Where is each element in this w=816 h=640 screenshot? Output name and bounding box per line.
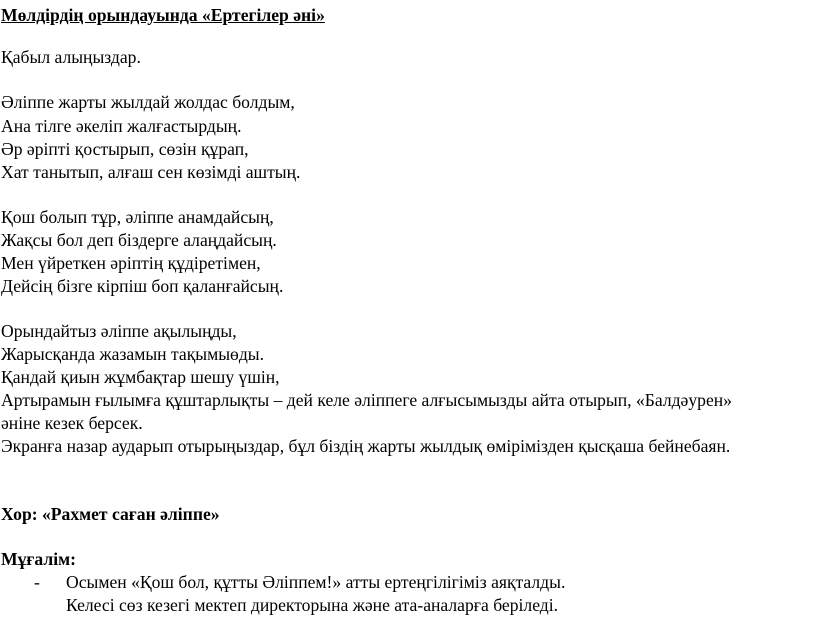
- bullet-dash: -: [34, 572, 40, 592]
- paragraph-line-1: Артырамын ғылымға құштарлықты – дей келе әліппеге алғысымызды айта отырып, «Балдәурен»: [1, 390, 732, 410]
- stanza3-line-1: Орындайтыз әліппе ақылыңды,: [1, 321, 237, 341]
- page-title: Мөлдірдің орындауында «Ертегілер әні»: [1, 5, 325, 25]
- stanza1-line-1: Әліппе жарты жылдай жолдас болдым,: [1, 92, 295, 112]
- stanza1-line-4: Хат танытып, алғаш сен көзімді аштың.: [1, 162, 301, 182]
- paragraph-line-3: Экранға назар аударып отырыңыздар, бұл біздің жарты жылдық өмірімізден қысқаша бейнебаян.: [1, 436, 731, 456]
- chorus-heading: Хор: «Рахмет саған әліппе»: [1, 504, 220, 524]
- stanza2-line-2: Жақсы бол деп біздерге алаңдайсың.: [1, 230, 277, 250]
- paragraph-line-2: әніне кезек берсек.: [1, 413, 143, 433]
- stanza1-line-2: Ана тілге әкеліп жалғастырдың.: [1, 116, 242, 136]
- stanza3-line-2: Жарысқанда жазамын тақымыөды.: [1, 344, 264, 364]
- stanza2-line-1: Қош болып тұр, әліппе анамдайсың,: [1, 207, 274, 227]
- teacher-label: Мұғалім:: [1, 549, 76, 569]
- stanza3-line-3: Қандай қиын жұмбақтар шешу үшін,: [1, 367, 280, 387]
- stanza1-line-3: Әр әріпті қостырып, сөзін құрап,: [1, 139, 249, 159]
- greeting-line: Қабыл алыңыздар.: [1, 47, 141, 67]
- stanza2-line-3: Мен үйреткен әріптің құдіретімен,: [1, 253, 261, 273]
- teacher-line-1: Осымен «Қош бол, құтты Әліппем!» атты ертеңгілігіміз аяқталды.: [66, 572, 566, 592]
- teacher-line-2: Келесі сөз кезегі мектеп директорына және ата-аналарға беріледі.: [66, 595, 559, 615]
- stanza2-line-4: Дейсің бізге кірпіш боп қаланғайсың.: [1, 276, 284, 296]
